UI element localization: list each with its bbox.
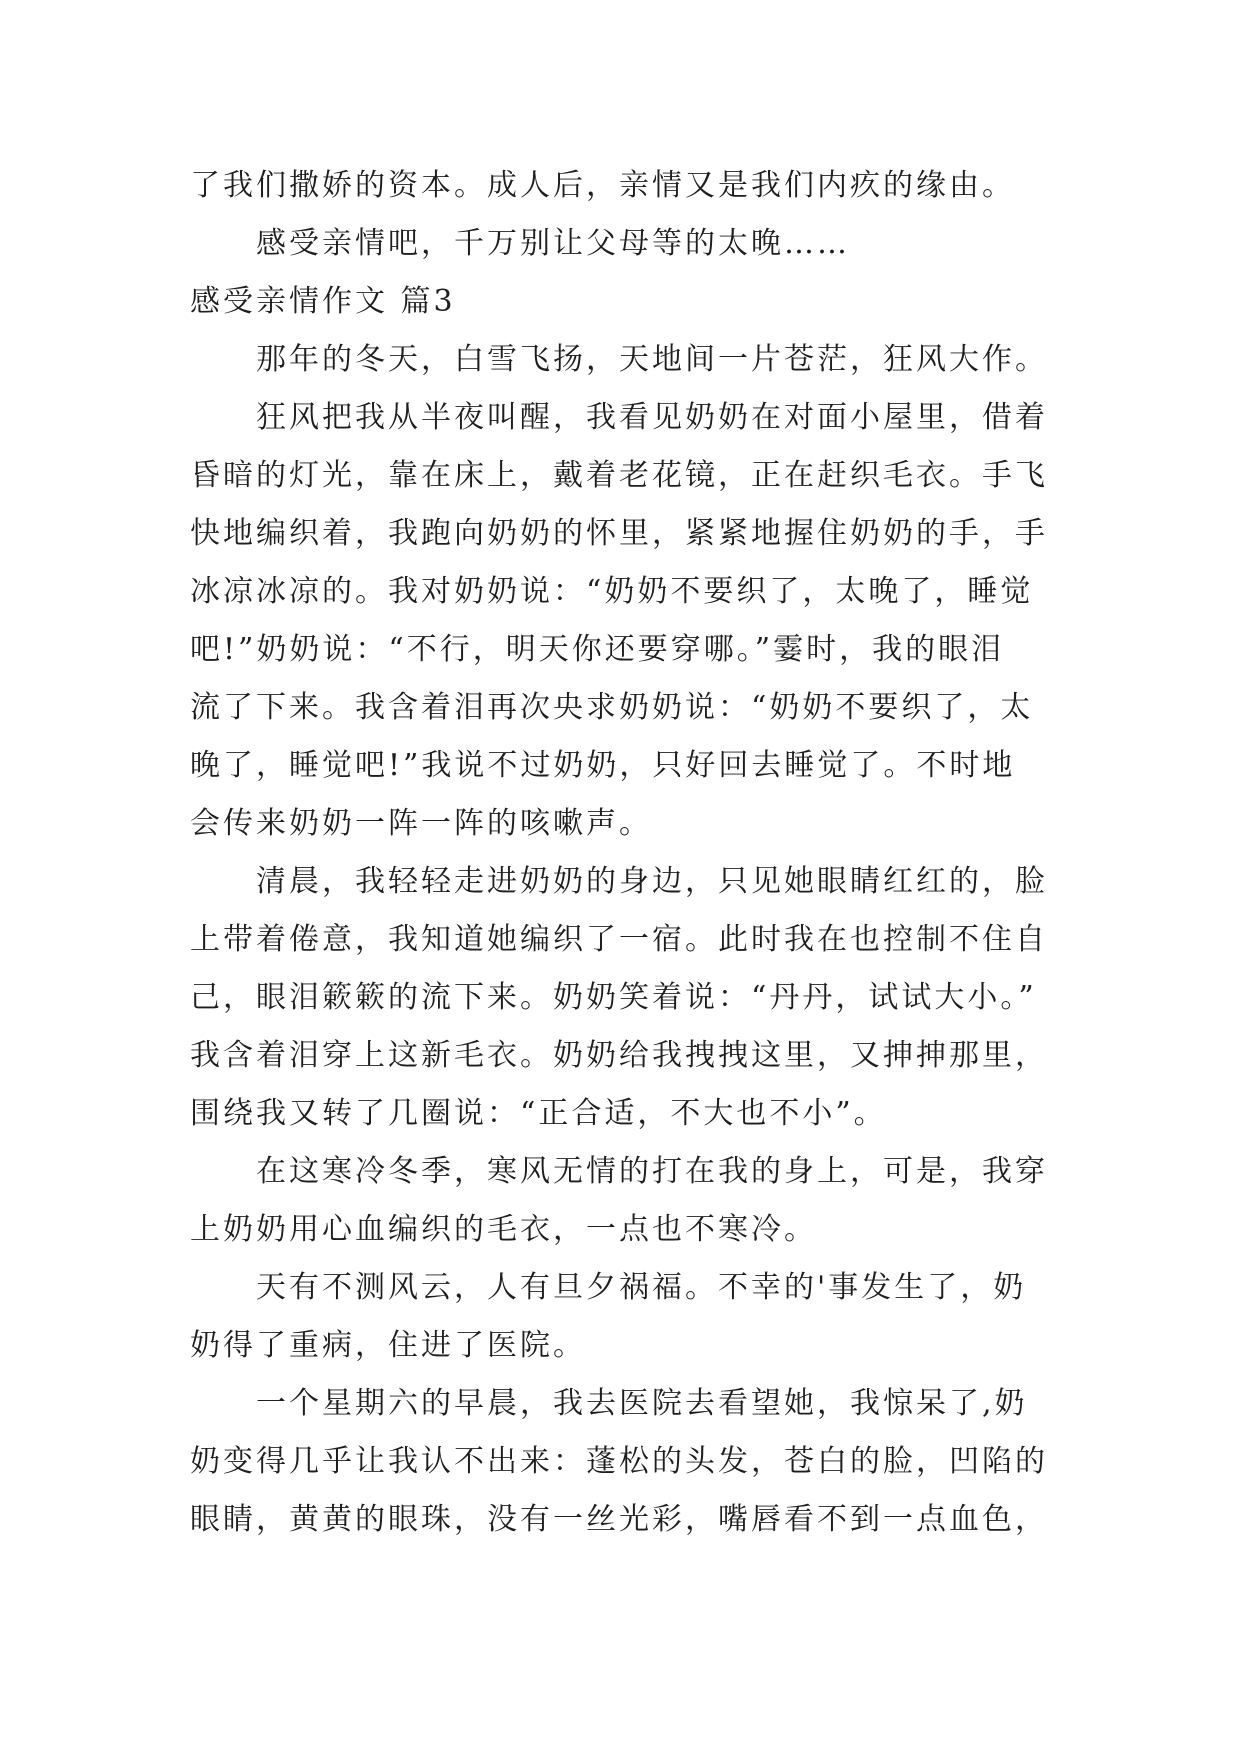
text-line: 清晨，我轻轻走进奶奶的身边，只见她眼睛红红的，脸 — [256, 864, 1048, 899]
text-line: 围绕我又转了几圈说：“正合适，不大也不小”。 — [190, 1096, 887, 1131]
text-line: 天有不测风云，人有旦夕祸福。不幸的'事发生了，奶 — [256, 1270, 1027, 1305]
text-line: 眼睛，黄黄的眼珠，没有一丝光彩，嘴唇看不到一点血色， — [190, 1502, 1048, 1537]
text-line: 感受亲情吧，千万别让父母等的太晚…… — [256, 226, 850, 261]
document-body — [190, 157, 1060, 1549]
text-line: 上带着倦意，我知道她编织了一宿。此时我在也控制不住自 — [190, 922, 1048, 957]
text-line: 那年的冬天，白雪飞扬，天地间一片苍茫，狂风大作。 — [256, 342, 1048, 377]
text-line: 冰凉冰凉的。我对奶奶说：“奶奶不要织了，太晚了，睡觉 — [190, 574, 1034, 609]
text-line: 了我们撒娇的资本。成人后，亲情又是我们内疚的缘由。 — [190, 168, 1015, 203]
text-line: 流了下来。我含着泪再次央求奶奶说：“奶奶不要织了，太 — [190, 690, 1034, 725]
text-line: 快地编织着，我跑向奶奶的怀里，紧紧地握住奶奶的手，手 — [190, 516, 1048, 551]
text-line: 上奶奶用心血编织的毛衣，一点也不寒冷。 — [190, 1212, 817, 1247]
text-line: 我含着泪穿上这新毛衣。奶奶给我拽拽这里，又抻抻那里， — [190, 1038, 1048, 1073]
text-line: 晚了，睡觉吧!”我说不过奶奶，只好回去睡觉了。不时地 — [190, 748, 1016, 783]
text-line: 狂风把我从半夜叫醒，我看见奶奶在对面小屋里，借着 — [256, 400, 1048, 435]
text-line: 奶得了重病，住进了医院。 — [190, 1328, 586, 1363]
section-heading: 感受亲情作文 篇3 — [190, 284, 456, 319]
text-line: 吧!”奶奶说：“不行，明天你还要穿哪。”霎时，我的眼泪 — [190, 632, 1005, 667]
text-line: 在这寒冷冬季，寒风无情的打在我的身上，可是，我穿 — [256, 1154, 1048, 1189]
text-line: 奶变得几乎让我认不出来：蓬松的头发，苍白的脸，凹陷的 — [190, 1444, 1048, 1479]
text-line: 昏暗的灯光，靠在床上，戴着老花镜，正在赶织毛衣。手飞 — [190, 458, 1048, 493]
text-line: 一个星期六的早晨，我去医院去看望她，我惊呆了,奶 — [256, 1386, 1028, 1421]
text-line: 己，眼泪簌簌的流下来。奶奶笑着说：“丹丹，试试大小。” — [190, 980, 1037, 1015]
text-line: 会传来奶奶一阵一阵的咳嗽声。 — [190, 806, 652, 841]
